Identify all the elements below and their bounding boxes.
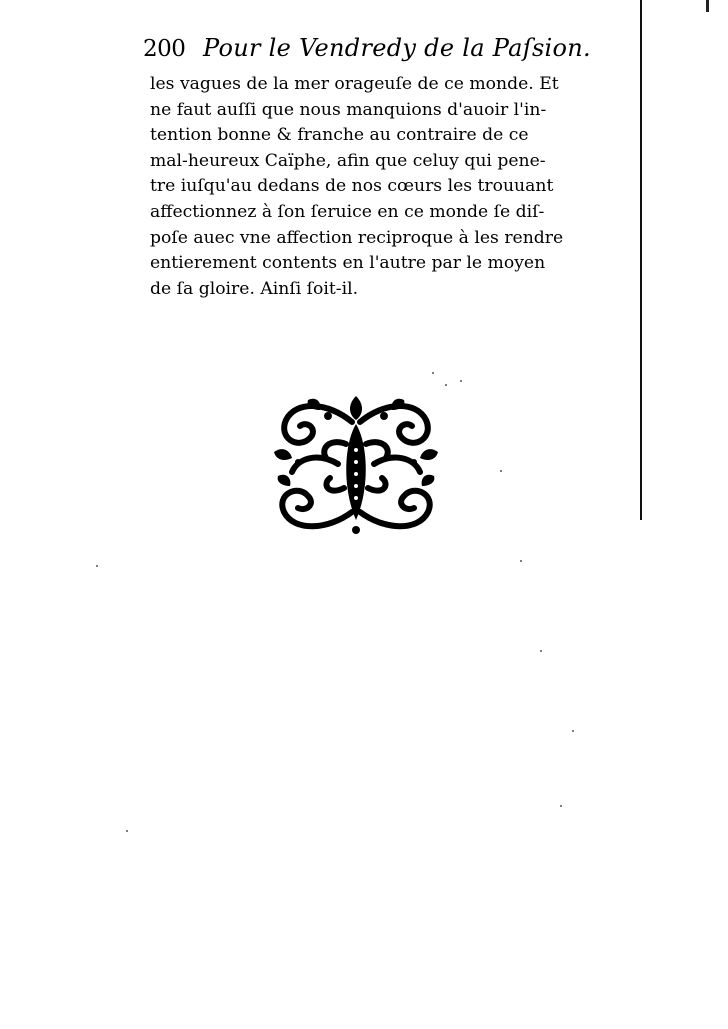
text-line: ne faut auſſi que nous manquions d'auoir l'in- xyxy=(150,99,547,120)
paper-speck xyxy=(520,560,522,562)
text-line: entierement contents en l'autre par le moyen xyxy=(150,253,546,274)
paper-speck xyxy=(445,384,447,386)
paper-speck xyxy=(500,470,502,472)
paper-speck xyxy=(126,830,128,832)
page-gutter-edge xyxy=(640,0,642,520)
running-title: Pour le Vendredy de la Paſsion. xyxy=(203,34,591,62)
fleuron-ornament-icon xyxy=(268,392,444,537)
paper-speck xyxy=(572,730,574,732)
text-line: de ſa gloire. Ainſi ſoit-il. xyxy=(150,278,359,299)
page-number: 200 xyxy=(143,36,186,62)
paper-speck xyxy=(540,650,542,652)
text-line: poſe auec vne affection reciproque à les rendre xyxy=(150,227,564,248)
body-text xyxy=(150,72,570,302)
paper-speck xyxy=(432,372,434,374)
text-line: tre iuſqu'au dedans de nos cœurs les trouuant xyxy=(150,176,554,197)
paper-speck xyxy=(96,565,98,567)
paper-speck xyxy=(460,380,462,382)
text-line: affectionnez à ſon ſeruice en ce monde ſe diſ- xyxy=(150,201,545,222)
page-outer-edge xyxy=(706,0,709,12)
text-line: tention bonne & franche au contraire de ce xyxy=(150,125,529,146)
paper-speck xyxy=(560,805,562,807)
text-line: les vagues de la mer orageuſe de ce monde. Et xyxy=(150,74,559,94)
text-line: mal-heureux Caïphe, afin que celuy qui pene- xyxy=(150,150,546,171)
